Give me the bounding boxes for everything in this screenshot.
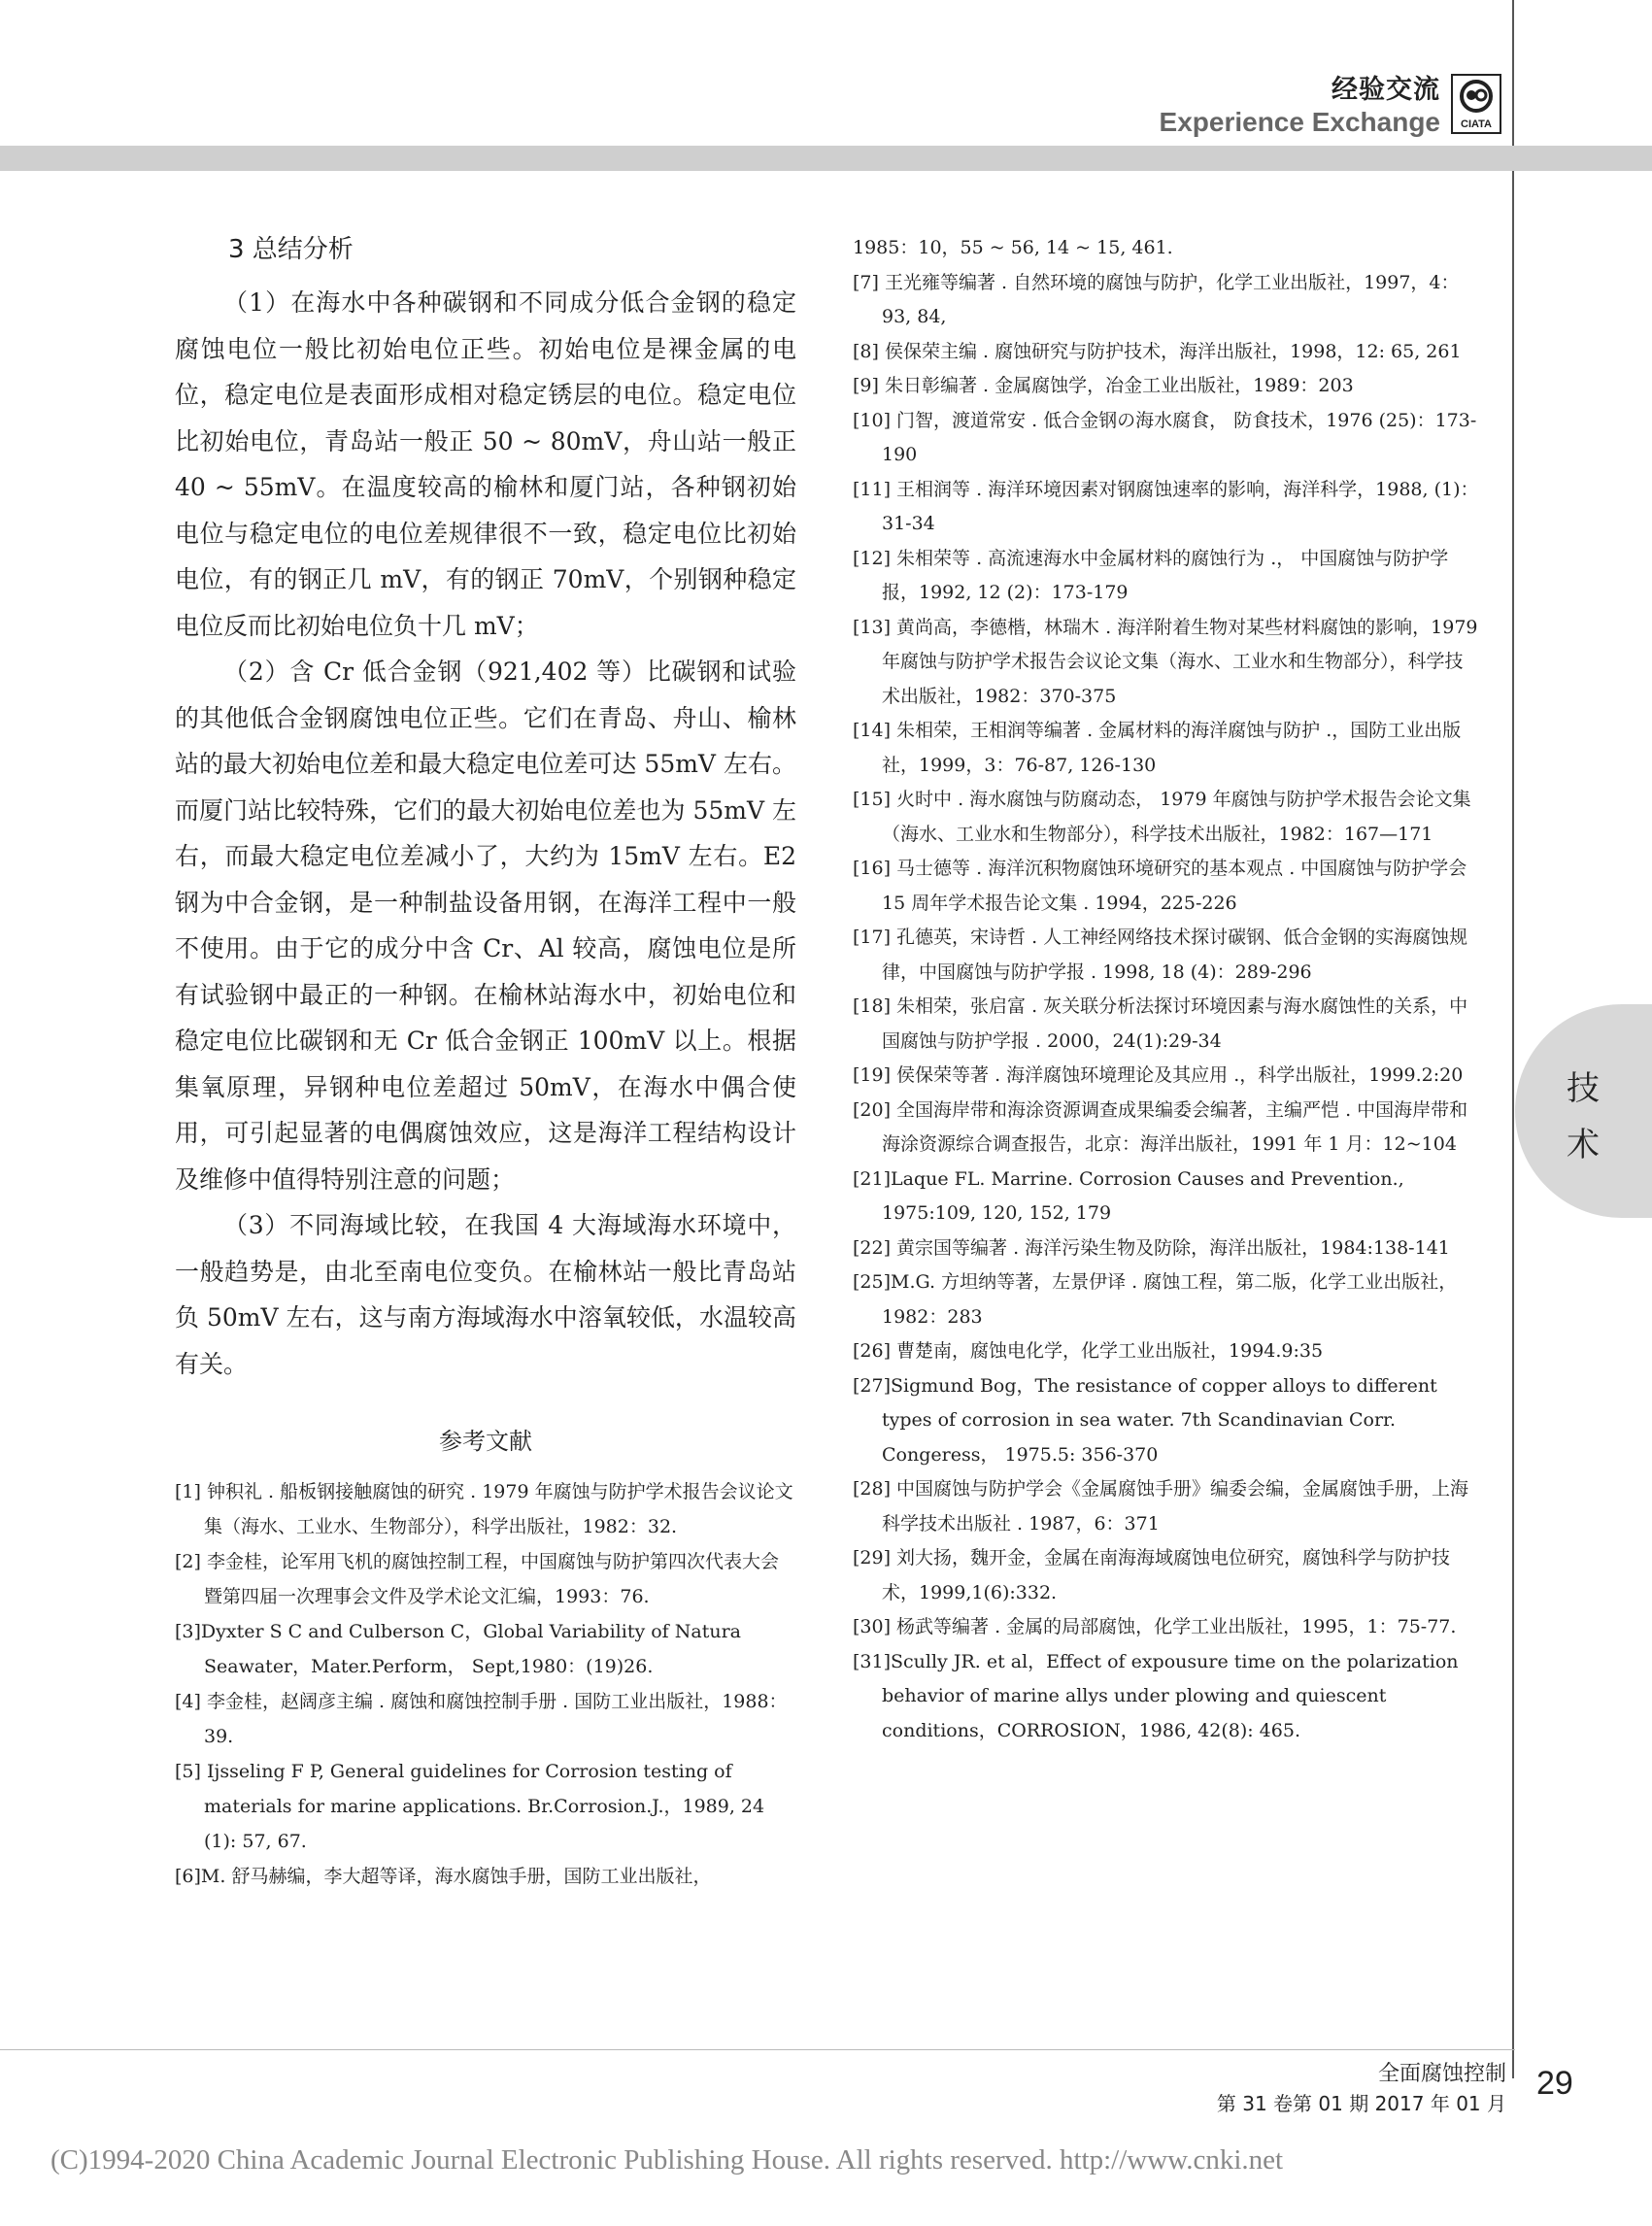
- reference-item: [6]M. 舒马赫编，李大超等译，海水腐蚀手册，国防工业出版社，: [175, 1866, 712, 1887]
- reference-item: [11] 王相润等 . 海洋环境因素对钢腐蚀速率的影响，海洋科学，1988, (1)：31-34: [853, 478, 1479, 534]
- reference-item: [2] 李金桂，论军用飞机的腐蚀控制工程，中国腐蚀与防护第四次代表大会暨第四届一次理事会文件及学术论文汇编，1993：76.: [175, 1551, 779, 1607]
- header-band: [0, 146, 1652, 171]
- reference-item: [12] 朱相荣等 . 高流速海水中金属材料的腐蚀行为 .， 中国腐蚀与防护学报，1992, 12 (2)：173-179: [853, 547, 1449, 603]
- reference-item: [14] 朱相荣，王相润等编著 . 金属材料的海洋腐蚀与防护 .，国防工业出版社，1999，3：76-87, 126-130: [853, 720, 1462, 776]
- column-divider-line: [1512, 0, 1514, 2078]
- logo-text: CIATA: [1461, 118, 1492, 130]
- reference-item: 1985：10，55 ~ 56, 14 ~ 15, 461.: [853, 237, 1173, 258]
- footer-journal-name: 全面腐蚀控制: [1377, 2062, 1506, 2086]
- reference-item: [18] 朱相荣，张启富 . 灰关联分析法探讨环境因素与海水腐蚀性的关系，中国腐蚀与防护学报 . 2000，24(1):29-34: [853, 995, 1468, 1052]
- reference-item: [29] 刘大扬，魏开金，金属在南海海域腐蚀电位研究，腐蚀科学与防护技术，1999,1(6):332.: [853, 1547, 1451, 1603]
- reference-item: [4] 李金桂，赵阔彦主编 . 腐蚀和腐蚀控制手册 . 国防工业出版社，1988：39.: [175, 1691, 788, 1747]
- reference-item: [25]M.G. 方坦纳等著，左景伊译 . 腐蚀工程，第二版，化学工业出版社，1982：283: [853, 1271, 1458, 1328]
- reference-item: [22] 黄宗国等编著 . 海洋污染生物及防除，海洋出版社，1984:138-141: [853, 1236, 1450, 1259]
- reference-item: [17] 孔德英，宋诗哲 . 人工神经网络技术探讨碳钢、低合金钢的实海腐蚀规律，中国腐蚀与防护学报 . 1998, 18 (4)：289-296: [853, 927, 1468, 983]
- reference-item: [10] 门智，渡道常安 . 低合金钢の海水腐食， 防食技术，1976 (25)：173-190: [853, 409, 1477, 465]
- header-title-en: Experience Exchange: [1159, 107, 1440, 137]
- page-number: 29: [1536, 2065, 1573, 2102]
- left-column: [175, 231, 796, 1894]
- reference-item: [30] 杨武等编著 . 金属的局部腐蚀，化学工业出版社，1995，1：75-77.: [853, 1616, 1457, 1637]
- reference-item: [7] 王光雍等编著 . 自然环境的腐蚀与防护，化学工业出版社，1997，4：93, 84,: [853, 271, 1460, 327]
- reference-item: [5] Ijsseling F P, General guidelines for Corrosion testing of materials for marine applications. Br.Corrosion.J.，1989, 24 (1): 57, 67.: [175, 1761, 765, 1852]
- reference-item: [21]Laque FL. Marrine. Corrosion Causes and Prevention., 1975:109, 120, 152, 179: [853, 1167, 1404, 1224]
- reference-item: [26] 曹楚南，腐蚀电化学，化学工业出版社，1994.9:35: [853, 1340, 1324, 1362]
- paragraph-2: （2）含 Cr 低合金钢（921,402 等）比碳钢和试验的其他低合金钢腐蚀电位正些。它们在青岛、舟山、榆林站的最大初始电位差和最大稳定电位差可达 55mV 左右。而厦门站比较特殊，它们的最大初始电位差也为 55mV 左右，而最大稳定电位差减小了，大约为 15mV 左右。E2 钢为中合金钢，是一种制盐设备用钢，在海洋工程中一般不使用。由于它的成分中含 Cr、Al 较高，腐蚀电位是所有试验钢中最正的一种钢。在榆林站海水中，初始电位和稳定电位比碳钢和无 Cr 低合金钢正 100mV 以上。根据集氧原理，异钢种电位差超过 50mV，在海水中偶合使用，可引起显著的电偶腐蚀效应，这是海洋工程结构设计及维修中值得特别注意的问题；: [175, 658, 796, 1194]
- footer-divider: [0, 2049, 1515, 2050]
- reference-item: [13] 黄尚高，李德楷，林瑞木 . 海洋附着生物对某些材料腐蚀的影响，1979 年腐蚀与防护学术报告会议论文集（海水、工业水和生物部分），科学技术出版社，1982：370-375: [853, 616, 1478, 707]
- reference-item: [31]Scully JR. et al，Effect of expousure time on the polarization behavior of marine allys under plowing and quiescent conditions，CORROSION，1986, 42(8): 465.: [853, 1650, 1459, 1741]
- reference-item: [20] 全国海岸带和海涂资源调查成果编委会编著，主编严恺 . 中国海岸带和海涂资源综合调查报告，北京：海洋出版社，1991 年 1 月：12~104: [853, 1098, 1468, 1155]
- paragraph-3: （3）不同海域比较，在我国 4 大海域海水环境中，一般趋势是，由北至南电位变负。在榆林站一般比青岛站负 50mV 左右，这与南方海域海水中溶氧较低，水温较高有关。: [175, 1211, 796, 1378]
- paragraph-1: （1）在海水中各种碳钢和不同成分低合金钢的稳定腐蚀电位一般比初始电位正些。初始电位是裸金属的电位，稳定电位是表面形成相对稳定锈层的电位。稳定电位比初始电位，青岛站一般正 50 ~ 80mV，舟山站一般正 40 ~ 55mV。在温度较高的榆林和厦门站，各种钢初始电位与稳定电位的电位差规律很不一致，稳定电位比初始电位，有的钢正几 mV，有的钢正 70mV，个别钢种稳定电位反而比初始电位负十几 mV；: [175, 288, 796, 640]
- reference-item: [9] 朱日彰编著 . 金属腐蚀学，冶金工业出版社，1989：203: [853, 375, 1354, 396]
- journal-logo: [1451, 74, 1501, 134]
- reference-item: [8] 侯保荣主编 . 腐蚀研究与防护技术，海洋出版社，1998，12: 65, 261: [853, 340, 1462, 362]
- logo-icon: [1459, 79, 1494, 114]
- section-heading: 3 总结分析: [228, 235, 354, 264]
- footer-issue-info: 第 31 卷第 01 期 2017 年 01 月: [1216, 2092, 1506, 2115]
- references-heading: 参考文献: [439, 1428, 532, 1455]
- reference-item: [16] 马士德等 . 海洋沉积物腐蚀环境研究的基本观点 . 中国腐蚀与防护学会 15 周年学术报告论文集 . 1994，225-226: [853, 858, 1467, 914]
- header-title-cn: 经验交流: [1332, 75, 1440, 105]
- side-tab-label: 技术: [1567, 1069, 1600, 1164]
- reference-item: [19] 侯保荣等著 . 海洋腐蚀环境理论及其应用 .，科学出版社，1999.2:20: [853, 1064, 1464, 1086]
- reference-item: [28] 中国腐蚀与防护学会《金属腐蚀手册》编委会编，金属腐蚀手册，上海科学技术出版社 . 1987，6：371: [853, 1478, 1469, 1535]
- reference-item: [3]Dyxter S C and Culberson C，Global Variability of Natura Seawater，Mater.Perform， Sept,1980：(19)26.: [175, 1621, 741, 1677]
- reference-item: [1] 钟积礼 . 船板钢接触腐蚀的研究 . 1979 年腐蚀与防护学术报告会议论文集（海水、工业水、生物部分），科学出版社，1982：32.: [175, 1481, 793, 1537]
- right-column: [853, 231, 1479, 1748]
- reference-item: [15] 火时中 . 海水腐蚀与防腐动态， 1979 年腐蚀与防护学术报告会论文集（海水、工业水和生物部分），科学技术出版社，1982：167—171: [853, 789, 1471, 845]
- copyright-notice: (C)1994-2020 China Academic Journal Electronic Publishing House. All rights reserved. http://www.cnki.net: [51, 2144, 1284, 2175]
- reference-item: [27]Sigmund Bog，The resistance of copper alloys to different types of corrosion in sea water. 7th Scandinavian Corr. Congeress， 1975.5: 356-370: [853, 1374, 1437, 1466]
- references-left-list: [175, 1474, 796, 1894]
